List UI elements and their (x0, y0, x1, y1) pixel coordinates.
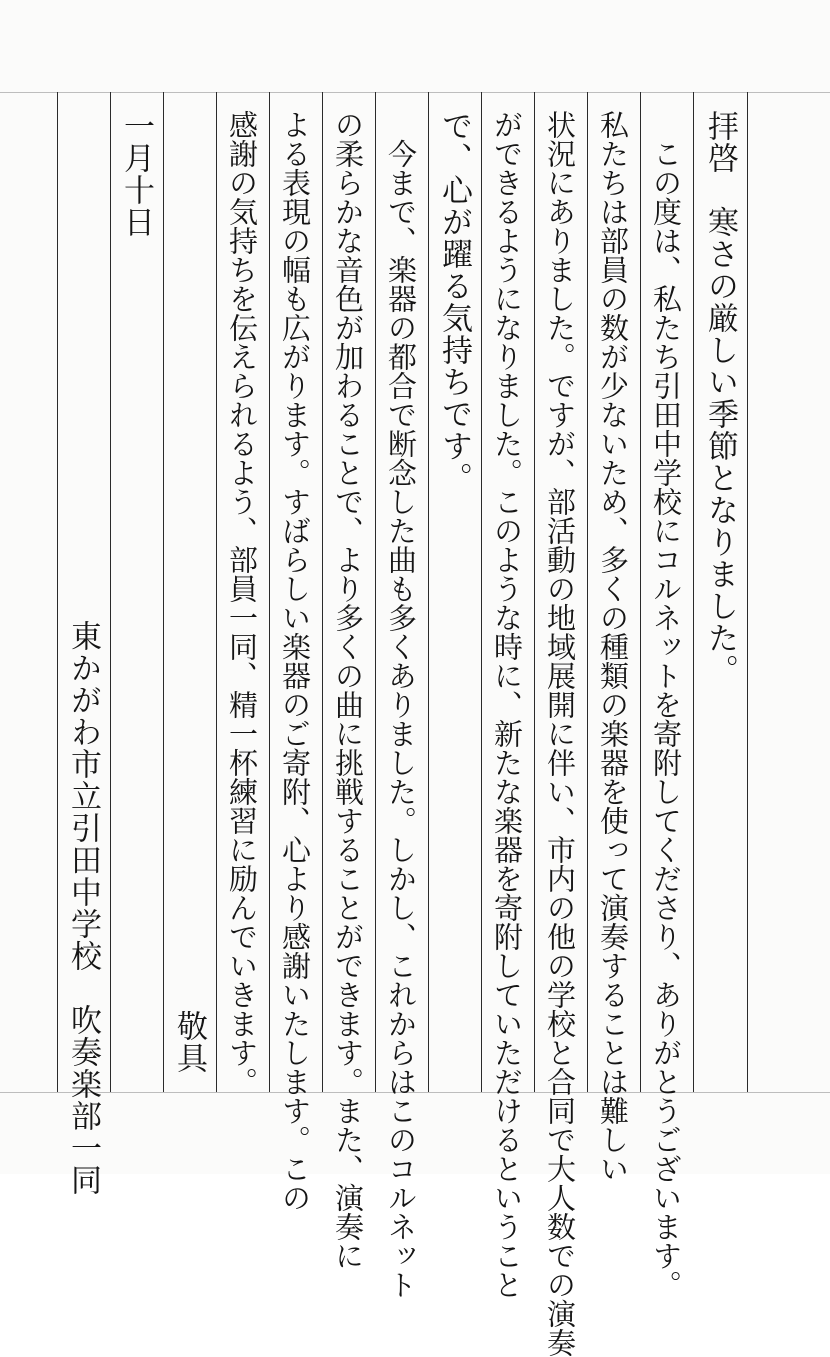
letter-line: ができるようになりました。このような時に、新たな楽器を寄附していただけるということ (490, 110, 524, 1299)
letter-line: で、心が躍る気持ちです。 (436, 110, 472, 494)
rule-line (163, 92, 164, 1092)
rule-line (640, 92, 641, 1092)
rule-line (587, 92, 588, 1092)
rule-line (481, 92, 482, 1092)
signature: 東かがわ市立引田中学校 吹奏楽部一同 (65, 620, 101, 1196)
letter-line: 私たちは部員の数が少ないため、多くの種類の楽器を使って演奏することは難しい (596, 110, 630, 1183)
rule-line (269, 92, 270, 1092)
rule-line (375, 92, 376, 1092)
top-margin-line (0, 92, 830, 93)
rule-line (428, 92, 429, 1092)
rule-line (322, 92, 323, 1092)
letter-line: この度は、私たち引田中学校にコルネットを寄附してくださり、ありがとうございます。 (649, 110, 683, 1299)
letter-line: よる表現の幅も広がります。すばらしい楽器のご寄附、心より感謝いたします。この (278, 110, 312, 1212)
letter-line: 感謝の気持ちを伝えられるよう、部員一同、精一杯練習に励んでいきます。 (225, 110, 259, 1096)
letter-line-opening: 拝啓 寒さの厳しい季節となりました。 (702, 110, 738, 686)
rule-line (693, 92, 694, 1092)
rule-line (747, 92, 748, 1092)
rule-line (216, 92, 217, 1092)
letter-line: の柔らかな音色が加わることで、より多くの曲に挑戦することができます。また、演奏に (331, 110, 365, 1270)
rule-line (110, 92, 111, 1092)
rule-line (534, 92, 535, 1092)
letter-line: 状況にありました。ですが、部活動の地域展開に伴い、市内の他の学校と合同で大人数での演奏 (543, 110, 577, 1357)
letter-date: 一月十日 (118, 110, 154, 238)
rule-line (57, 92, 58, 1092)
letter-line: 今まで、楽器の都合で断念した曲も多くありました。しかし、これからはこのコルネット (384, 110, 418, 1299)
closing-keigu: 敬具 (171, 1010, 207, 1074)
